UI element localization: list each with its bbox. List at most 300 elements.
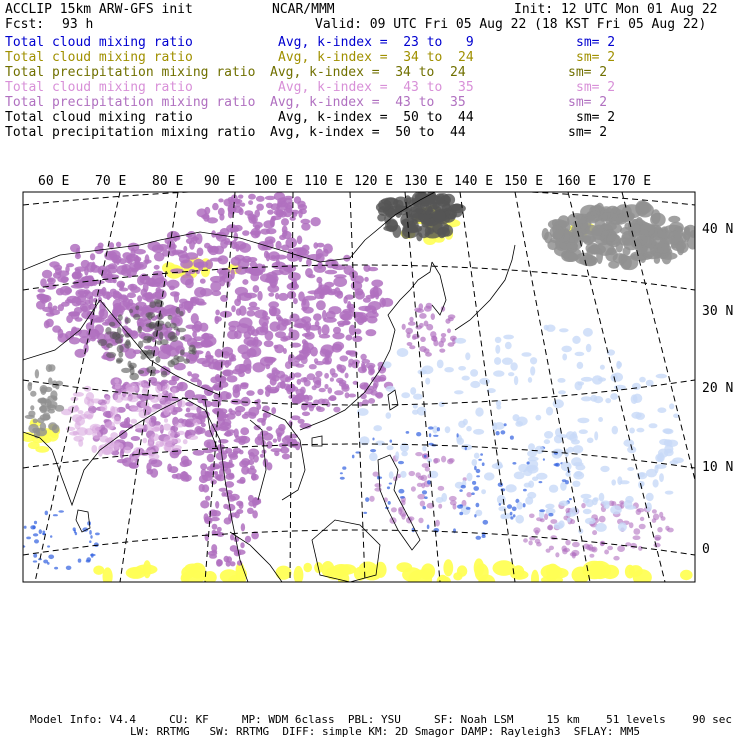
field-blob (122, 252, 131, 259)
field-blob (203, 401, 213, 408)
field-blob (510, 512, 513, 516)
field-blob (219, 488, 228, 492)
field-blob (637, 508, 644, 512)
field-blob (101, 407, 106, 412)
field-blob (481, 489, 486, 494)
field-blob (510, 362, 517, 371)
field-blob (646, 493, 654, 501)
field-blob (259, 317, 269, 327)
field-blob (375, 291, 379, 299)
field-blob (116, 242, 121, 248)
field-blob (282, 336, 291, 341)
field-blob (459, 512, 463, 516)
forecast-hour: 93 h (62, 17, 94, 32)
field-blob (48, 422, 57, 430)
field-blob (566, 512, 576, 517)
field-blob (293, 298, 298, 304)
field-blob (168, 315, 173, 320)
field-blob (257, 389, 263, 395)
field-blob (234, 232, 239, 241)
field-blob (128, 243, 140, 252)
field-blob (659, 473, 664, 482)
field-blob (84, 428, 93, 435)
field-blob (277, 382, 285, 388)
field-blob (104, 421, 115, 429)
field-blob (544, 439, 550, 444)
field-blob (224, 360, 229, 368)
field-blob (37, 293, 46, 300)
field-blob (466, 492, 471, 497)
field-blob (462, 376, 470, 381)
field-blob (280, 447, 289, 454)
field-blob (271, 270, 283, 275)
field-blob (117, 327, 122, 335)
field-blob (415, 207, 422, 214)
field-blob (195, 415, 207, 419)
field-blob (593, 396, 603, 403)
field-blob (600, 541, 604, 546)
field-blob (345, 294, 354, 299)
legend-field-name: Total cloud mixing ratio (5, 35, 193, 50)
field-blob (302, 245, 310, 252)
field-blob (281, 218, 289, 226)
longitude-label: 120 E (354, 174, 394, 189)
field-blob (304, 296, 317, 301)
field-blob (426, 324, 433, 331)
field-blob (272, 367, 278, 374)
field-blob (667, 528, 674, 533)
field-blob (193, 336, 203, 341)
field-blob (514, 472, 525, 480)
field-blob (90, 253, 95, 260)
field-blob (151, 459, 163, 467)
field-blob (214, 316, 219, 324)
field-blob (257, 418, 266, 423)
field-blob (504, 423, 507, 426)
legend-field-name: Total precipitation mixing ratio (5, 65, 256, 80)
field-blob (231, 305, 236, 312)
field-blob (324, 354, 329, 362)
field-blob (193, 450, 205, 456)
field-blob (617, 545, 625, 552)
field-blob (631, 394, 638, 404)
field-blob (570, 519, 575, 524)
field-blob (512, 507, 517, 512)
field-blob (98, 339, 107, 346)
field-blob (215, 310, 220, 316)
field-blob (617, 476, 622, 485)
field-blob (607, 546, 613, 551)
legend-field-sm: sm= 2 (568, 65, 608, 80)
field-blob (578, 529, 583, 534)
field-blob (93, 566, 104, 575)
field-blob (266, 228, 277, 234)
field-blob (324, 373, 329, 379)
field-blob (617, 362, 622, 368)
field-blob (592, 375, 603, 384)
field-blob (115, 337, 122, 344)
field-blob (443, 559, 453, 576)
field-blob (284, 203, 288, 208)
field-blob (333, 277, 347, 287)
field-blob (211, 550, 217, 554)
field-blob (415, 325, 422, 329)
field-blob (559, 520, 565, 528)
field-blob (318, 326, 322, 335)
field-blob (321, 399, 329, 405)
field-blob (366, 329, 377, 336)
field-blob (106, 343, 113, 348)
field-blob (559, 328, 569, 332)
field-blob (33, 560, 37, 562)
field-blob (154, 265, 160, 270)
field-blob (472, 481, 476, 485)
field-blob (449, 496, 457, 501)
field-blob (544, 513, 548, 520)
field-blob (154, 252, 165, 261)
field-blob (493, 560, 516, 576)
field-blob (348, 363, 352, 368)
field-blob (362, 359, 371, 364)
field-blob (531, 570, 539, 588)
field-blob (401, 513, 405, 519)
field-blob (245, 364, 252, 371)
field-blob (629, 428, 635, 434)
field-blob (517, 502, 523, 510)
field-blob (251, 474, 259, 481)
field-blob (146, 278, 155, 286)
field-blob (460, 504, 463, 506)
field-blob (185, 279, 194, 288)
field-blob (316, 406, 322, 411)
field-blob (130, 286, 141, 293)
field-blob (225, 238, 231, 243)
field-blob (75, 266, 87, 271)
field-blob (506, 484, 517, 492)
field-blob (46, 364, 52, 372)
field-blob (439, 349, 445, 353)
field-blob (329, 306, 342, 314)
field-blob (72, 272, 80, 280)
field-blob (155, 384, 161, 393)
field-blob (240, 203, 245, 207)
field-blob (363, 265, 370, 272)
field-blob (402, 567, 422, 582)
field-blob (303, 323, 310, 331)
field-blob (300, 219, 310, 224)
field-blob (194, 287, 206, 298)
field-blob (28, 382, 32, 386)
latitude-label: 10 N (702, 460, 734, 475)
legend-field-avg: Avg, k-index = 23 to 9 (278, 35, 474, 50)
forecast-label: Fcst: (5, 17, 45, 32)
field-blob (331, 373, 338, 378)
field-blob (424, 306, 432, 312)
field-blob (122, 326, 129, 334)
field-blob (465, 447, 467, 451)
field-blob (185, 390, 195, 399)
field-blob (300, 377, 308, 382)
field-blob (463, 419, 468, 425)
field-blob (557, 378, 565, 383)
legend-field-name: Total precipitation mixing ratio (5, 125, 256, 140)
field-blob (53, 397, 57, 401)
field-blob (549, 485, 558, 493)
field-blob (467, 473, 473, 482)
field-blob (355, 290, 365, 299)
field-blob (91, 553, 94, 558)
field-blob (282, 454, 290, 460)
field-blob (406, 332, 410, 338)
field-blob (272, 216, 282, 221)
field-blob (200, 500, 209, 508)
field-blob (117, 281, 125, 288)
field-blob (577, 362, 584, 369)
field-blob (173, 235, 180, 241)
field-blob (637, 246, 648, 253)
field-blob (193, 394, 204, 398)
field-blob (680, 570, 693, 580)
field-blob (273, 439, 277, 443)
field-blob (395, 451, 399, 460)
field-blob (561, 462, 572, 472)
field-blob (294, 372, 302, 377)
field-blob (270, 321, 281, 331)
field-blob (107, 272, 113, 282)
field-blob (156, 340, 162, 345)
field-blob (189, 240, 195, 250)
legend-field-name: Total cloud mixing ratio (5, 50, 193, 65)
field-blob (264, 357, 276, 362)
field-blob (276, 241, 282, 250)
field-blob (133, 350, 141, 355)
field-blob (448, 314, 456, 319)
field-blob (313, 313, 322, 321)
field-blob (372, 438, 374, 441)
field-blob (167, 464, 172, 473)
field-blob (230, 545, 238, 552)
field-blob (196, 427, 206, 434)
field-blob (292, 439, 298, 448)
field-blob (563, 548, 570, 552)
field-blob (249, 302, 257, 308)
field-blob (211, 463, 220, 469)
field-blob (639, 377, 646, 383)
field-blob (316, 300, 326, 310)
field-blob (587, 438, 594, 444)
field-blob (507, 504, 512, 509)
field-blob (242, 230, 249, 236)
field-blob (562, 354, 567, 361)
field-blob (459, 489, 462, 492)
field-blob (333, 342, 345, 351)
field-blob (249, 452, 255, 460)
longitude-label: 90 E (204, 174, 236, 189)
field-blob (652, 509, 657, 513)
field-blob (448, 342, 455, 347)
field-blob (636, 428, 644, 433)
field-blob (221, 492, 226, 497)
field-blob (640, 517, 644, 521)
field-blob (632, 383, 641, 390)
field-blob (476, 503, 480, 508)
field-blob (110, 331, 118, 339)
field-blob (127, 396, 139, 403)
field-blob (363, 512, 367, 514)
field-blob (57, 276, 69, 283)
field-blob (548, 219, 567, 229)
field-blob (215, 349, 223, 358)
field-blob (613, 253, 628, 263)
longitude-label: 70 E (95, 174, 127, 189)
field-blob (528, 457, 539, 462)
field-blob (385, 218, 398, 232)
field-blob (303, 307, 314, 314)
field-blob (126, 567, 146, 579)
field-blob (409, 471, 416, 476)
field-blob (474, 558, 484, 576)
field-blob (510, 516, 513, 519)
field-blob (19, 545, 25, 548)
field-blob (321, 286, 332, 295)
field-blob (238, 195, 243, 199)
field-blob (264, 250, 269, 258)
field-blob (229, 454, 238, 460)
legend-field-sm: sm= 2 (576, 110, 616, 125)
field-blob (170, 393, 175, 399)
field-blob (81, 306, 88, 313)
field-blob (595, 523, 607, 532)
field-blob (438, 486, 445, 491)
field-blob (527, 462, 530, 465)
field-blob (589, 554, 594, 558)
field-blob (418, 476, 424, 480)
field-blob (514, 376, 518, 385)
field-blob (85, 291, 94, 299)
field-blob (472, 459, 478, 466)
field-blob (168, 360, 175, 367)
field-blob (106, 292, 110, 301)
field-blob (505, 342, 512, 350)
field-blob (315, 371, 322, 377)
field-blob (90, 265, 101, 272)
field-blob (205, 471, 210, 477)
field-blob (36, 428, 47, 437)
field-blob (84, 411, 94, 419)
field-blob (287, 265, 293, 273)
field-blob (341, 385, 349, 392)
field-blob (280, 374, 289, 382)
field-blob (170, 335, 179, 342)
field-blob (44, 320, 50, 328)
field-blob (212, 203, 219, 210)
field-blob (669, 403, 674, 409)
field-blob (316, 249, 323, 259)
field-blob (48, 555, 54, 560)
field-blob (234, 225, 243, 231)
field-blob (579, 429, 588, 434)
field-blob (600, 365, 605, 370)
field-blob (572, 481, 580, 487)
field-blob (545, 504, 554, 509)
field-blob (316, 380, 321, 385)
field-blob (217, 416, 226, 421)
field-blob (433, 528, 439, 533)
field-blob (420, 337, 426, 342)
field-blob (244, 331, 251, 339)
field-blob (115, 379, 120, 384)
legend-field-avg: Avg, k-index = 34 to 24 (270, 65, 466, 80)
field-blob (283, 230, 288, 237)
field-blob (129, 363, 137, 369)
field-blob (188, 350, 195, 354)
field-blob (454, 390, 464, 394)
field-blob (302, 412, 310, 417)
field-blob (421, 483, 425, 489)
field-blob (386, 412, 392, 419)
field-blob (240, 383, 248, 389)
field-blob (375, 393, 383, 398)
field-blob (176, 307, 181, 314)
field-blob (483, 520, 489, 525)
field-blob (312, 385, 317, 390)
field-blob (530, 366, 535, 375)
field-blob (416, 432, 421, 436)
field-blob (419, 346, 426, 352)
field-blob (340, 477, 345, 480)
field-blob (657, 527, 662, 532)
field-blob (599, 516, 606, 523)
field-blob (75, 317, 83, 322)
field-blob (340, 355, 349, 361)
longitude-label: 80 E (152, 174, 184, 189)
field-blob (482, 462, 485, 466)
field-blob (224, 432, 233, 436)
field-blob (428, 426, 434, 429)
field-blob (294, 357, 301, 362)
field-blob (296, 254, 310, 259)
field-blob (149, 301, 156, 308)
field-blob (265, 196, 276, 200)
field-blob (600, 466, 609, 472)
field-blob (510, 436, 514, 440)
field-blob (591, 225, 607, 240)
field-blob (133, 263, 144, 268)
field-blob (473, 429, 484, 435)
field-blob (369, 496, 374, 502)
field-blob (476, 469, 481, 473)
field-blob (441, 333, 446, 337)
field-blob (265, 389, 270, 397)
field-blob (124, 341, 131, 349)
field-blob (66, 315, 73, 323)
field-blob (433, 458, 440, 463)
field-blob (387, 486, 390, 489)
field-blob (438, 504, 442, 509)
field-blob (246, 348, 256, 357)
field-blob (572, 431, 577, 439)
field-blob (444, 367, 454, 372)
field-blob (36, 301, 45, 310)
field-blob (219, 276, 225, 286)
field-blob (111, 441, 121, 446)
field-blob (240, 542, 244, 548)
field-blob (655, 537, 661, 541)
field-blob (170, 340, 183, 350)
field-blob (470, 381, 480, 388)
field-blob (470, 369, 478, 377)
field-blob (177, 431, 185, 435)
